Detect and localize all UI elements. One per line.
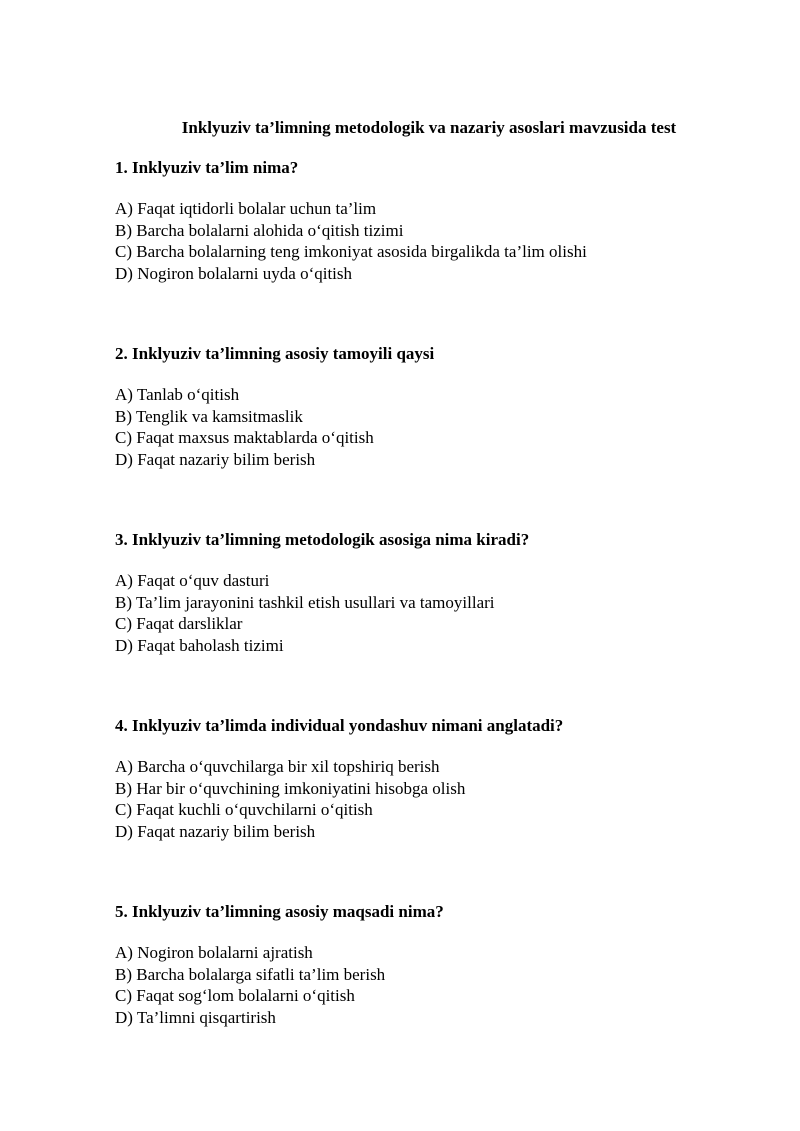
question-1	[115, 157, 755, 285]
question-4	[115, 715, 755, 843]
question-4-option-d: D) Faqat nazariy bilim berish	[115, 822, 316, 842]
question-5-option-c: C) Faqat sog‘lom bolalarni o‘qitish	[115, 986, 355, 1006]
question-4-option-c: C) Faqat kuchli o‘quvchilarni o‘qitish	[115, 800, 373, 820]
question-3-title: 3. Inklyuziv ta’limning metodologik asosiga nima kiradi?	[115, 530, 530, 549]
question-5-option-d: D) Ta’limni qisqartirish	[115, 1008, 276, 1028]
question-2	[115, 343, 755, 471]
question-1-option-b: B) Barcha bolalarni alohida o‘qitish tizimi	[115, 220, 404, 240]
question-1-option-c: C) Barcha bolalarning teng imkoniyat asosida birgalikda ta’lim olishi	[115, 242, 587, 262]
question-4-option-b: B) Har bir o‘quvchining imkoniyatini hisobga olish	[115, 778, 466, 798]
question-2-option-d: D) Faqat nazariy bilim berish	[115, 450, 316, 470]
question-1-option-d: D) Nogiron bolalarni uyda o‘qitish	[115, 264, 353, 284]
question-3-option-b: B) Ta’lim jarayonini tashkil etish usullari va tamoyillari	[115, 592, 495, 612]
question-5-option-b: B) Barcha bolalarga sifatli ta’lim berish	[115, 964, 386, 984]
question-5-title: 5. Inklyuziv ta’limning asosiy maqsadi nima?	[115, 902, 444, 921]
document-title: Inklyuziv ta’limning metodologik va nazariy asoslari mavzusida test	[181, 118, 677, 137]
question-2-option-b: B) Tenglik va kamsitmaslik	[115, 406, 303, 426]
question-2-title: 2. Inklyuziv ta’limning asosiy tamoyili qaysi	[115, 344, 435, 363]
question-3-option-d: D) Faqat baholash tizimi	[115, 636, 284, 656]
question-2-option-c: C) Faqat maxsus maktablarda o‘qitish	[115, 428, 374, 448]
question-4-option-a: A) Barcha o‘quvchilarga bir xil topshiriq berish	[115, 757, 440, 776]
question-5	[115, 901, 755, 1029]
question-1-option-a: A) Faqat iqtidorli bolalar uchun ta’lim	[115, 199, 377, 218]
question-3	[115, 529, 755, 657]
question-3-option-a: A) Faqat o‘quv dasturi	[115, 571, 270, 590]
question-2-option-a: A) Tanlab o‘qitish	[115, 385, 240, 404]
question-1-title: 1. Inklyuziv ta’lim nima?	[115, 158, 299, 177]
question-3-option-c: C) Faqat darsliklar	[115, 614, 243, 634]
question-5-option-a: A) Nogiron bolalarni ajratish	[115, 943, 313, 962]
question-4-title: 4. Inklyuziv ta’limda individual yondashuv nimani anglatadi?	[115, 716, 564, 735]
